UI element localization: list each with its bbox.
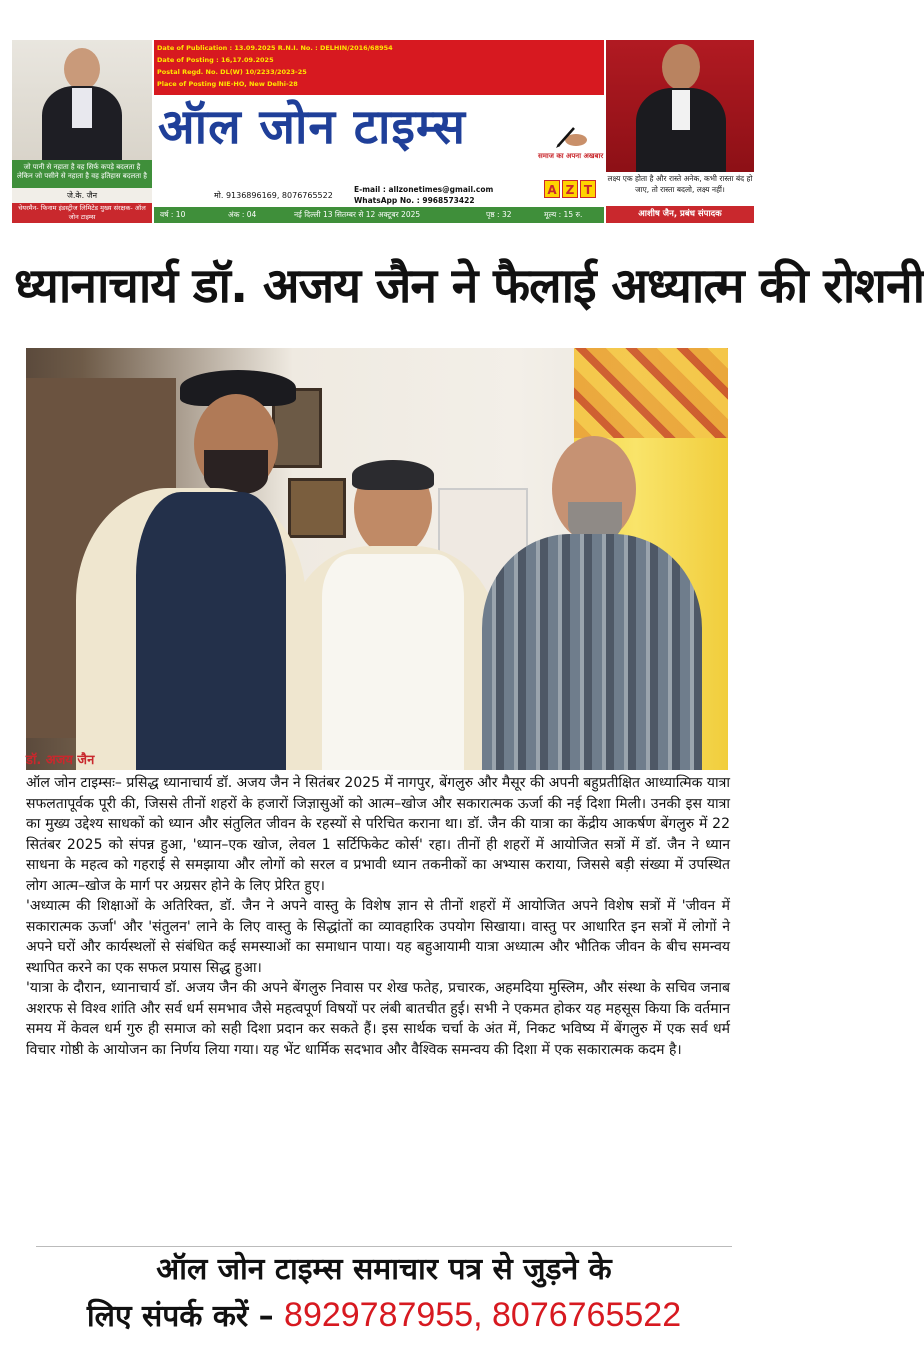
article-photo: [26, 348, 728, 770]
pub-info-line: Place of Posting NIE-HO, New Delhi-28: [157, 80, 298, 88]
azt-letter: A: [544, 180, 560, 198]
footer-divider: [36, 1246, 732, 1247]
newspaper-tagline: समाज का अपना अखबार: [538, 152, 604, 160]
masthead: [12, 40, 754, 223]
patron-name: जे.के. जैन: [66, 191, 98, 200]
azt-logo: [544, 180, 596, 198]
masthead-right-panel: [606, 40, 754, 223]
azt-letter: Z: [562, 180, 578, 198]
email-whatsapp: [354, 184, 493, 206]
footer-contact-label: लिए संपर्क करें –: [86, 1299, 274, 1334]
newspaper-title: ऑल जोन टाइम्स: [158, 99, 466, 155]
issue-number: अंक : 04: [228, 210, 257, 219]
article-headline: ध्यानाचार्य डॉ. अजय जैन ने फैलाई अध्यात्म की रोशनी: [14, 258, 924, 314]
issue-dates: नई दिल्ली 13 सितम्बर से 12 अक्टूबर 2025: [294, 210, 421, 219]
whatsapp: WhatsApp No. : 9968573422: [354, 196, 475, 205]
footer-phone-numbers: 8929787955, 8076765522: [284, 1296, 682, 1334]
footer-line-2: [0, 1290, 768, 1340]
issue-info-band: [154, 207, 604, 223]
issue-pages: पृष्ठ : 32: [486, 210, 512, 219]
publication-info-band: [154, 40, 604, 95]
masthead-center: [154, 40, 604, 223]
pub-info-line: Date of Publication : 13.09.2025 R.N.I. No. : DELHIN/2016/68954: [157, 44, 393, 52]
article-body: [26, 773, 730, 1060]
patron-photo: [12, 40, 152, 160]
article-paragraph: 'अध्यात्म की शिक्षाओं के अतिरिक्त, डॉ. जैन ने अपने वास्तु के विशेष ज्ञान से तीनों शहरों में आयोजित अपने विशेष सत्रों में 'जीवन में सकारात्मक ऊर्जा' और 'संतुलन' लाने के लिए वास्तु के सिद्धांतों का व्यावहारिक उपयोग सिखाया। वास्तु पर आधारित इन सत्रों में लोगों ने अपने घरों और कार्यस्थलों से संबंधित कई समस्याओं का समाधान पाया। यह बहुआयामी यात्रा अध्यात्म और भौतिक जीवन के बीच समन्वय स्थापित करने का एक सफल प्रयास सिद्ध हुआ।: [26, 898, 730, 976]
footer-line-1: ऑल जोन टाइम्स समाचार पत्र से जुड़ने के: [156, 1252, 612, 1287]
masthead-left-panel: [12, 40, 152, 223]
pub-info-line: Date of Posting : 16,17.09.2025: [157, 56, 274, 64]
contact-phones: मो. 9136896169, 8076765522: [214, 191, 333, 200]
editor-quote: लक्ष्य एक होता है और रास्ते अनेक, कभी रास्ता बंद हो जाए, तो रास्ता बदलो, लक्ष्य नहीं।: [606, 172, 754, 206]
photo-caption: डॉ. अजय जैन: [26, 753, 95, 768]
email: E-mail : allzonetimes@gmail.com: [354, 185, 494, 194]
patron-role: चेयरमैन- फिनाम इंडस्ट्रीज लिमिटेड मुख्य संरक्षक- ऑल जोन टाइम्स: [12, 203, 152, 223]
article-paragraph: 'यात्रा के दौरान, ध्यानाचार्य डॉ. अजय जैन की अपने बेंगलुरु निवास पर शेख फतेह, प्रचारक, अहमदिया मुस्लिम, और संस्था के सचिव जनाब अशरफ से विश्व शांति और सर्व धर्म समभाव जैसे महत्वपूर्ण विषयों पर लंबी बातचीत हुई। सभी ने एकमत होकर यह महसूस किया कि वर्तमान समय में केवल धर्म गुरु ही समाज को सही दिशा प्रदान कर सकते हैं। इस सार्थक चर्चा के अंत में, निकट भविष्य में बेंगलुरु में एक सर्व धर्म विचार गोष्ठी के आयोजन का निर्णय लिया गया। यह भेंट धार्मिक सदभाव और वैश्विक समन्वय की दिशा में एक सकारात्मक कदम है।: [26, 980, 730, 1058]
pen-hand-icon: [554, 122, 590, 148]
azt-letter: T: [580, 180, 596, 198]
publication-info: [157, 42, 393, 90]
pub-info-line: Postal Regd. No. DL(W) 10/2233/2023-25: [157, 68, 307, 76]
editor-photo: [606, 40, 754, 172]
issue-year: वर्ष : 10: [160, 210, 186, 219]
editor-name: आशीष जैन, प्रबंध संपादक: [606, 206, 754, 223]
article-paragraph: ऑल जोन टाइम्सः– प्रसिद्ध ध्यानाचार्य डॉ. अजय जैन ने सितंबर 2025 में नागपुर, बेंगलुरु और मैसूर की अपनी बहुप्रतीक्षित आध्यात्मिक यात्रा सफलतापूर्वक पूरी की, जिससे तीनों शहरों के हजारों जिज्ञासुओं को आत्म–खोज और सकारात्मक ऊर्जा की नई दिशा मिली। उनकी इस यात्रा का मुख्य उद्देश्य साधकों को ध्यान और संतुलित जीवन के रहस्यों से परिचित कराना था। डॉ. जैन की यात्रा का केंद्रीय आकर्षण बेंगलुरु में 22 सितंबर 2025 को संपन्न हुआ, 'ध्यान–एक खोज, लेवल 1 सर्टिफिकेट कोर्स' रहा। तीनों ही शहरों में आयोजित सत्रों में डॉ. जैन ने ध्यान साधना के महत्व को गहराई से समझाया और लोगों को सरल व प्रभावी ध्यान तकनीकों का अभ्यास कराया, जिससे बड़ी संख्या में उपस्थित लोग आत्म–खोज के मार्ग पर अग्रसर होने के लिए प्रेरित हुए।: [26, 775, 730, 894]
patron-quote: जो पानी से नहाता है वह सिर्फ कपड़े बदलता है लेकिन जो पसीने से नहाता है वह इतिहास बदलता है: [12, 160, 152, 188]
issue-price: मूल्य : 15 रु.: [544, 210, 583, 219]
